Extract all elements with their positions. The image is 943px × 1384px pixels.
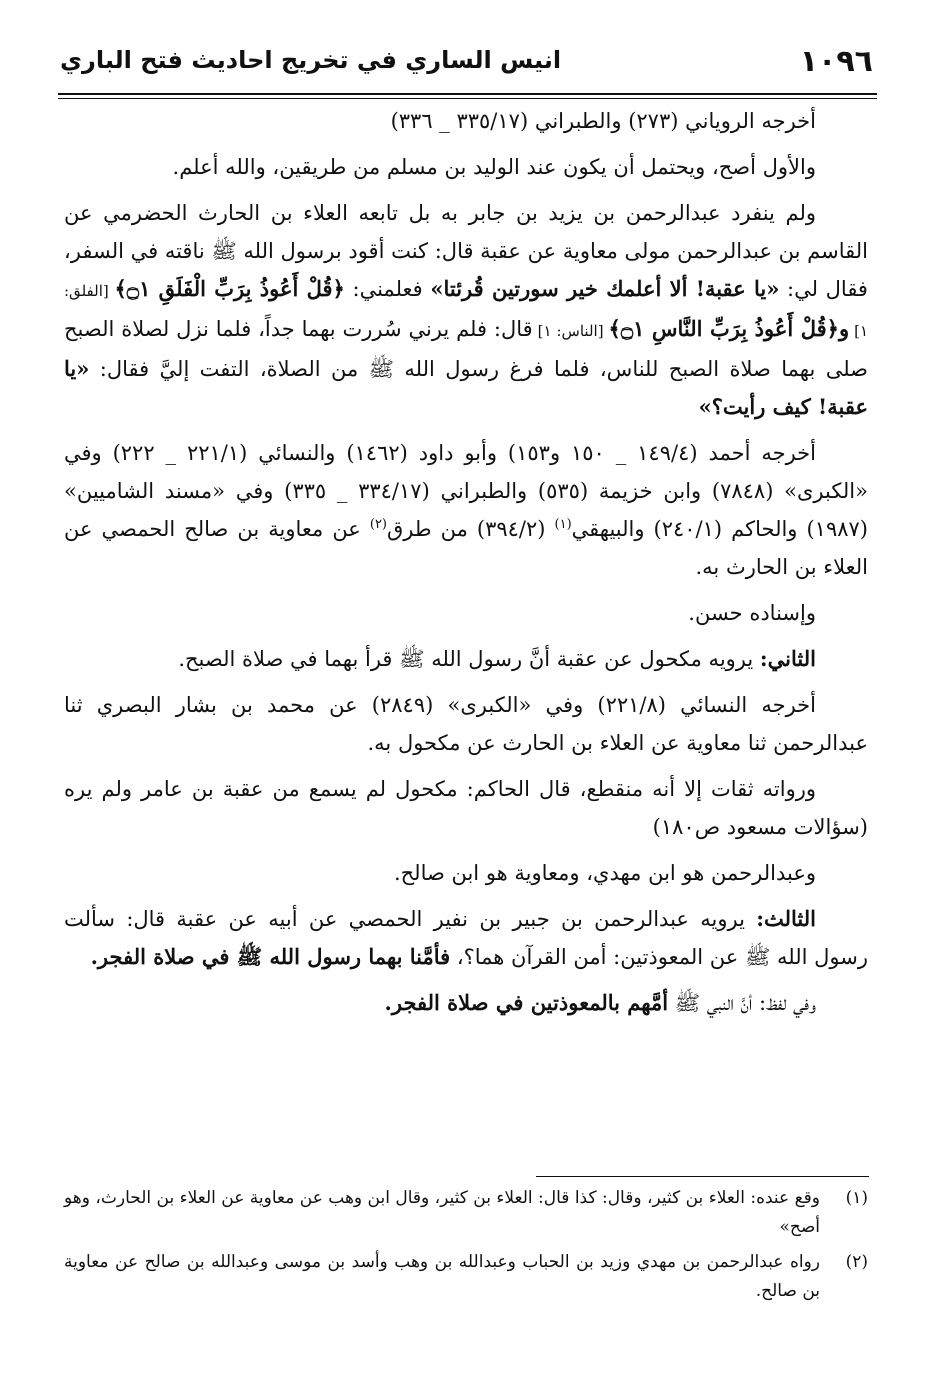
footnote-1 xyxy=(64,1184,868,1242)
hadith-quote: «يا عقبة! كيف رأيت؟» xyxy=(64,356,868,419)
paragraph-text: وفي لفظ: أنَّ النبي ﷺ xyxy=(668,991,816,1015)
footnote-ref-2[interactable]: (٢) xyxy=(369,517,387,532)
paragraph-text: (٣٩٤/٢) من طرق xyxy=(387,517,555,541)
paragraph-text: قال: فلم يرني سُررت بهما جداً، فلما نزل لصلاة الصبح صلى بهما صلاة الصبح للناس، فلما فرغ رسول الله ﷺ من الصلاة، التفت إليَّ فقال: xyxy=(64,317,868,381)
paragraph-note-1: والأول أصح، ويحتمل أن يكون عند الوليد بن مسلم من طريقين، والله أعلم. xyxy=(172,155,816,179)
paragraph-text: عن معاوية بن صالح الحمصي عن العلاء بن الحارث به. xyxy=(64,517,868,579)
paragraph-takhrij-3: أخرجه النسائي (٢٢١/٨) وفي «الكبرى» (٢٨٤٩) عن محمد بن بشار البصري ثنا عبدالرحمن ثنا معاوية عن العلاء بن الحارث عن مكحول به. xyxy=(64,693,868,755)
paragraph-text: أخرجه أحمد (١٤٩/٤ _ ١٥٠ و١٥٣) وأبو داود (١٤٦٢) والنسائي (٢٢١/١ _ ٢٢٢) وفي «الكبرى» (٧٨٤٨) وابن خزيمة (٥٣٥) والطبراني (٣٣٤/١٧ _ ٣٣٥) وفي «مسند الشاميين» (١٩٨٧) والحاكم (٢٤٠/١) والبيهقي xyxy=(64,441,868,541)
paragraph-text: يرويه عبدالرحمن بن جبير بن نفير الحمصي عن أبيه عن عقبة قال: سألت رسول الله ﷺ عن المعوذتين: أمن القرآن هما؟، xyxy=(64,907,868,969)
hadith-quote: «يا عقبة! ألا أعلمك خير سورتين قُرئتا» xyxy=(430,276,780,301)
paragraph-text: فعلمني: xyxy=(344,277,431,301)
page-number: ١٠٩٦ xyxy=(799,44,873,79)
quran-verse-falaq: ﴿قُلْ أَعُوذُ بِرَبِّ الْفَلَقِ ۝١﴾ xyxy=(114,276,345,301)
paragraph-grading: وإسناده حسن. xyxy=(688,601,816,625)
paragraph-hadith-1 xyxy=(64,194,868,426)
running-title: انيس الساري في تخريج احاديث فتح الباري xyxy=(60,46,562,74)
paragraph-takhrij-2 xyxy=(64,434,868,586)
paragraph-narrators: ورواته ثقات إلا أنه منقطع، قال الحاكم: مكحول لم يسمع من عقبة بن عامر ولم يره (سؤالات مسعود ص١٨٠) xyxy=(64,777,868,839)
header-rule-thin xyxy=(58,98,877,99)
paragraph-third-route xyxy=(64,900,868,976)
footnote-ref-1[interactable]: (١) xyxy=(554,517,572,532)
hadith-quote: أمَّهم بالمعوذتين في صلاة الفجر. xyxy=(384,990,669,1015)
paragraph-second-route xyxy=(64,640,868,678)
footnotes xyxy=(64,1184,868,1312)
footnote-separator xyxy=(536,1176,869,1177)
quran-verse-nas: و﴿قُلْ أَعُوذُ بِرَبِّ النَّاسِ ۝١﴾ xyxy=(608,316,850,341)
paragraph-text: يرويه مكحول عن عقبة أنَّ رسول الله ﷺ قرأ بهما في صلاة الصبح. xyxy=(178,647,760,671)
verse-reference-falaq: [الفلق: ١] xyxy=(64,282,868,340)
section-label-second: الثاني: xyxy=(759,646,816,671)
paragraph-text: ولم ينفرد عبدالرحمن بن يزيد بن جابر به بل تابعه العلاء بن الحارث الحضرمي عن القاسم بن عبدالرحمن مولى معاوية عن عقبة قال: كنت أقود برسول الله ﷺ ناقته في السفر، فقال لي: xyxy=(63,201,868,301)
paragraph-variant-wording xyxy=(64,984,868,1022)
footnote-text: رواه عبدالرحمن بن مهدي وزيد بن الحباب وعبدالله بن وهب وأسد بن موسى وعبدالله بن صالح عن معاوية بن صالح. xyxy=(64,1252,820,1301)
main-text xyxy=(64,102,868,1030)
footnote-text: وقع عنده: العلاء بن كثير، وقال: كذا قال: العلاء بن كثير، وقال ابن وهب عن معاوية عن العلاء بن الحارث، وهو أصح» xyxy=(64,1188,820,1237)
section-label-third: الثالث: xyxy=(756,906,816,931)
header-rule-thick xyxy=(58,93,877,95)
paragraph-identification: وعبدالرحمن هو ابن مهدي، ومعاوية هو ابن صالح. xyxy=(393,861,816,885)
page-header xyxy=(60,40,873,90)
footnote-marker: (٢) xyxy=(845,1252,868,1272)
footnote-marker: (١) xyxy=(845,1188,868,1208)
verse-reference-nas: [الناس: ١] xyxy=(532,322,609,340)
hadith-quote: فأمَّنا بهما رسول الله ﷺ في صلاة الفجر. xyxy=(90,944,451,969)
paragraph-takhrij-1: أخرجه الروياني (٢٧٣) والطبراني (٣٣٥/١٧ _ ٣٣٦) xyxy=(390,109,816,133)
footnote-2 xyxy=(64,1248,868,1306)
